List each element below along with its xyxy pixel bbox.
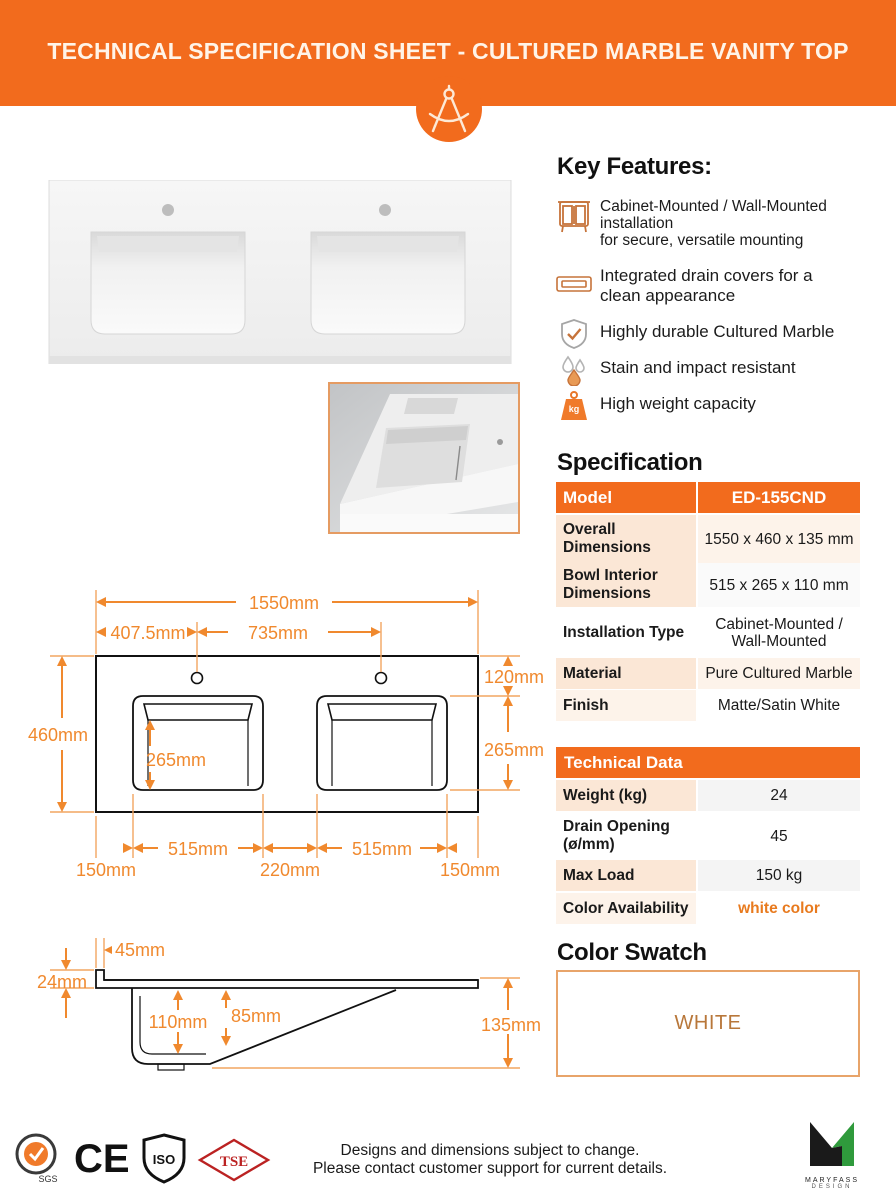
product-top-view-image — [47, 180, 513, 364]
table-header-row — [556, 482, 860, 513]
technical-data-header: Technical Data — [556, 747, 860, 778]
row-value: 515 x 265 x 110 mm — [698, 563, 860, 607]
table-row — [556, 515, 860, 563]
ce-mark-icon — [74, 1137, 130, 1181]
certification-logos — [12, 1132, 282, 1188]
dim-bowl-height: 110mm — [148, 1012, 208, 1032]
table-row — [556, 658, 860, 689]
row-label: Finish — [556, 690, 696, 721]
row-value: 150 kg — [698, 860, 860, 891]
weight-badge: kg — [568, 404, 580, 414]
dim-bowl-width-right: 515mm — [351, 839, 413, 859]
feature-line: High weight capacity — [600, 394, 756, 413]
svg-text:ISO: ISO — [152, 1152, 176, 1167]
table-row — [556, 780, 860, 811]
dim-inner-height: 85mm — [230, 1006, 282, 1026]
drain-cover-icon — [556, 266, 592, 302]
row-label: Bowl Interior Dimensions — [556, 563, 696, 607]
table-row — [556, 813, 860, 859]
table-header-row — [556, 747, 860, 778]
dim-hole-offset: 407.5mm — [110, 623, 186, 643]
dim-total-height: 135mm — [480, 1015, 542, 1035]
footer-line: Please contact customer support for current details. — [312, 1160, 668, 1177]
row-label: Weight (kg) — [556, 780, 696, 811]
droplets-icon — [556, 352, 592, 388]
color-availability-value: white color — [698, 893, 860, 924]
table-row — [556, 609, 860, 657]
header-badge — [416, 76, 482, 142]
dim-edge-right: 150mm — [439, 860, 501, 880]
plan-view-drawing — [0, 580, 556, 890]
dim-lip: 45mm — [114, 940, 166, 960]
row-value: 1550 x 460 x 135 mm — [698, 515, 860, 563]
cabinet-icon — [556, 198, 592, 234]
row-value: Matte/Satin White — [698, 690, 860, 721]
shield-check-icon — [556, 316, 592, 352]
feature-item — [556, 316, 876, 352]
feature-line: Stain and impact resistant — [600, 358, 796, 377]
feature-line: Cabinet-Mounted / Wall-Mounted — [600, 198, 827, 215]
row-label: Color Availability — [556, 893, 696, 924]
feature-item — [556, 266, 876, 306]
row-label: Installation Type — [556, 609, 696, 657]
dim-back-to-bowl: 120mm — [483, 667, 545, 687]
product-photo — [328, 382, 520, 534]
feature-line: Integrated drain covers for a — [600, 266, 813, 285]
dim-depth: 460mm — [27, 725, 89, 745]
brand-name: MARYFASS — [805, 1177, 859, 1184]
table-row — [556, 893, 860, 924]
row-value: 45 — [698, 813, 860, 859]
table-header-value: ED-155CND — [698, 482, 860, 513]
color-swatch-white[interactable] — [556, 970, 860, 1077]
row-label: Overall Dimensions — [556, 515, 696, 563]
feature-item — [556, 198, 876, 249]
feature-line: Highly durable Cultured Marble — [600, 322, 835, 341]
row-value: Pure Cultured Marble — [698, 658, 860, 689]
row-label: Material — [556, 658, 696, 689]
dim-thickness: 24mm — [36, 972, 88, 992]
brand-tagline: DESIGN — [811, 1184, 853, 1190]
dim-overall-width: 1550mm — [248, 593, 320, 613]
feature-item — [556, 388, 876, 424]
tse-logo-icon — [200, 1140, 268, 1180]
table-header-label: Model — [556, 482, 696, 513]
svg-text:CE: CE — [74, 1137, 130, 1181]
table-row — [556, 563, 860, 607]
row-label: Max Load — [556, 860, 696, 891]
feature-line: for secure, versatile mounting — [600, 232, 804, 249]
row-value: 24 — [698, 780, 860, 811]
dim-hole-spacing: 735mm — [247, 623, 309, 643]
svg-text:SGS: SGS — [38, 1174, 58, 1184]
weight-kg-icon — [556, 388, 592, 424]
iso-shield-icon — [144, 1135, 184, 1182]
maryfass-logo-icon — [790, 1118, 874, 1170]
dim-edge-left: 150mm — [75, 860, 137, 880]
brand-logo — [790, 1118, 874, 1192]
feature-line: clean appearance — [600, 286, 736, 305]
table-row — [556, 690, 860, 721]
table-row — [556, 860, 860, 891]
dim-bowl-gap: 220mm — [259, 860, 321, 880]
dim-bowl-width-left: 515mm — [167, 839, 229, 859]
drafting-compass-icon — [416, 76, 482, 142]
specification-table — [556, 482, 860, 722]
row-label: Drain Opening (ø/mm) — [556, 813, 696, 859]
technical-data-table — [556, 747, 860, 925]
key-features-title: Key Features: — [557, 153, 712, 180]
section-view-drawing — [0, 930, 556, 1080]
dim-bowl-depth-right: 265mm — [483, 740, 545, 760]
sgs-logo-icon — [17, 1135, 58, 1184]
row-value: Cabinet-Mounted / Wall-Mounted — [698, 609, 860, 657]
footer-line: Designs and dimensions subject to change. — [340, 1142, 640, 1159]
feature-item — [556, 352, 876, 388]
swatch-label: WHITE — [674, 1012, 742, 1034]
specification-title: Specification — [557, 449, 703, 476]
svg-text:TSE: TSE — [219, 1154, 249, 1170]
footer-disclaimer — [300, 1142, 680, 1178]
dim-bowl-depth-left: 265mm — [145, 750, 207, 770]
page-title: TECHNICAL SPECIFICATION SHEET - CULTURED MARBLE VANITY TOP — [47, 38, 849, 64]
color-swatch-title: Color Swatch — [557, 939, 707, 966]
feature-line: installation — [600, 215, 674, 232]
